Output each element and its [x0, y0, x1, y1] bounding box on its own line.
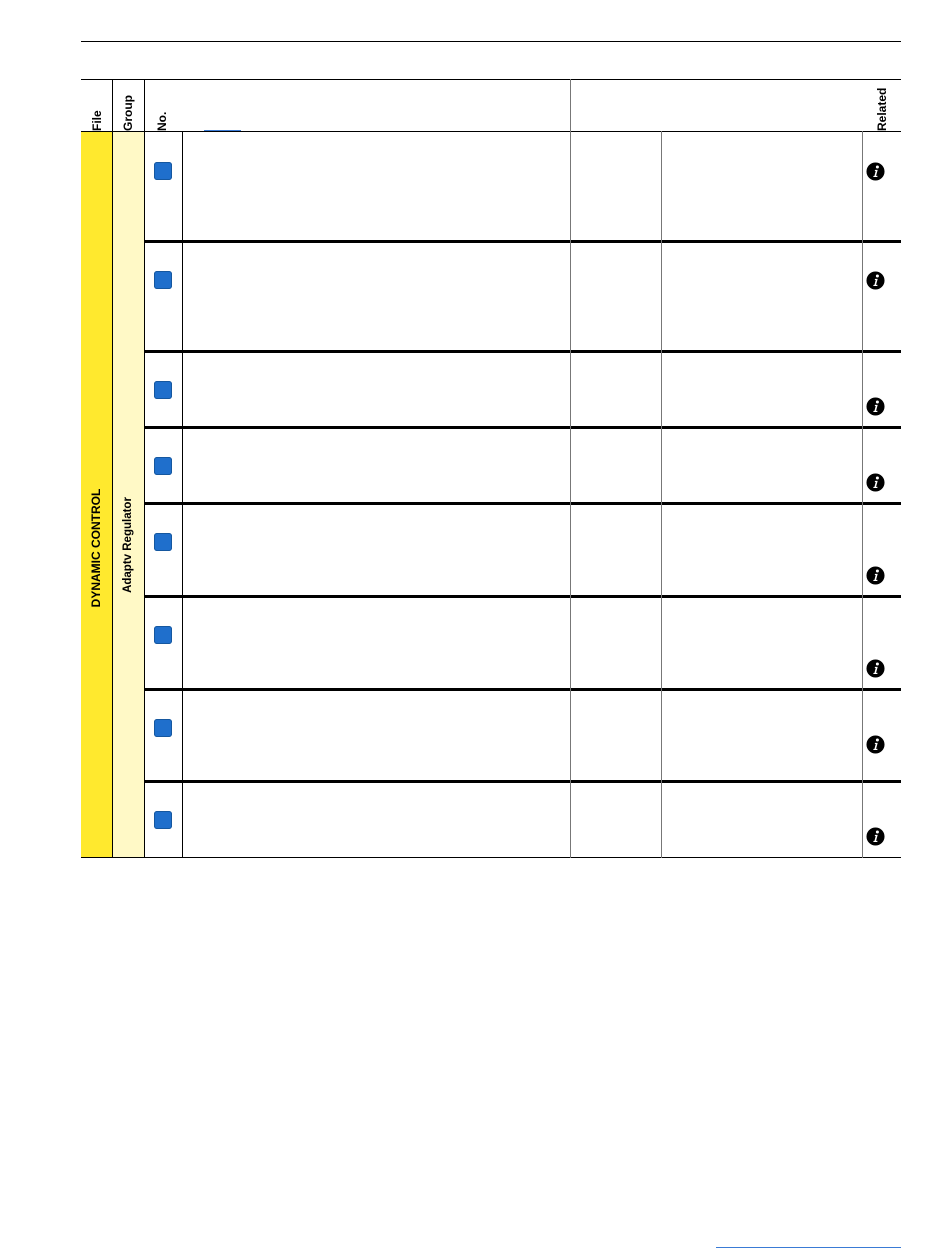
parameter-number-badge[interactable] — [154, 381, 172, 399]
info-icon[interactable] — [866, 473, 885, 492]
parameter-number-badge[interactable] — [154, 271, 172, 289]
column-divider — [112, 79, 113, 858]
info-icon[interactable] — [866, 827, 885, 846]
column-divider — [661, 131, 662, 858]
footer-link-underline[interactable] — [716, 1247, 901, 1248]
row-divider — [144, 780, 901, 783]
parameter-number-badge[interactable] — [154, 719, 172, 737]
header-file: File — [90, 110, 104, 131]
row-divider — [144, 688, 901, 691]
info-icon[interactable] — [866, 659, 885, 678]
header-group: Group — [121, 95, 135, 131]
row-divider — [144, 350, 901, 353]
row-divider — [144, 240, 901, 243]
header-top-rule — [81, 79, 901, 80]
column-divider — [144, 79, 145, 858]
header-bottom-rule — [81, 131, 901, 132]
file-name: DYNAMIC CONTROL — [89, 488, 103, 608]
page-top-rule — [81, 41, 901, 42]
header-no: No. — [155, 111, 169, 131]
parameter-table — [81, 79, 901, 859]
table-bottom-rule — [81, 857, 901, 858]
column-divider — [182, 131, 183, 858]
info-icon[interactable] — [866, 162, 885, 181]
header-related: Related — [875, 87, 889, 131]
info-icon[interactable] — [866, 566, 885, 585]
parameter-number-badge[interactable] — [154, 162, 172, 180]
parameter-number-badge[interactable] — [154, 533, 172, 551]
column-divider — [570, 79, 571, 858]
parameter-number-badge[interactable] — [154, 811, 172, 829]
row-divider — [144, 426, 901, 429]
info-icon[interactable] — [866, 271, 885, 290]
group-name: Adaptv Regulator — [122, 497, 134, 593]
info-icon[interactable] — [866, 735, 885, 754]
row-divider — [144, 502, 901, 505]
group-column — [112, 132, 144, 858]
row-divider — [144, 595, 901, 598]
column-divider — [862, 131, 863, 858]
info-icon[interactable] — [866, 397, 885, 416]
parameter-number-badge[interactable] — [154, 457, 172, 475]
file-column — [81, 132, 112, 858]
parameter-number-badge[interactable] — [154, 626, 172, 644]
